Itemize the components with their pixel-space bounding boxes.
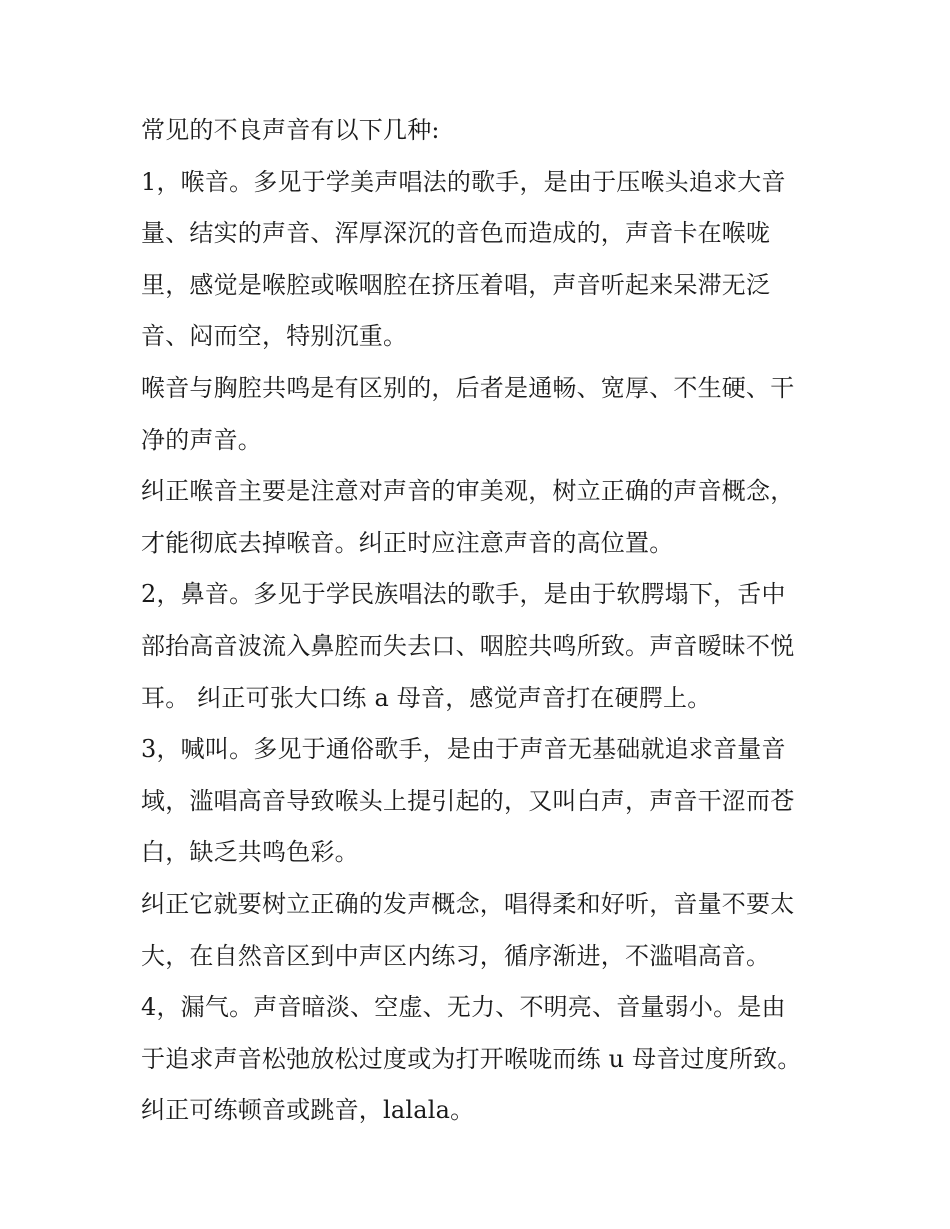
text-line-nasal-sound-1: 2，鼻音。多见于学民族唱法的歌手，是由于软腭塌下，舌中	[141, 580, 786, 609]
text-line-chest-resonance-1: 喉音与胸腔共鸣是有区别的，后者是通畅、宽厚、不生硬、干	[141, 373, 795, 402]
document-body	[141, 108, 821, 1140]
text-line-throat-sound-4: 音、闷而空，特别沉重。	[141, 322, 408, 351]
text-line-throat-sound-3: 里，感觉是喉腔或喉咽腔在挤压着唱，声音听起来呆滞无泛	[141, 270, 771, 299]
text-line-shouting-correction-2: 大，在自然音区到中声区内练习，循序渐进，不滥唱高音。	[141, 941, 771, 970]
text-line-air-leak-3: 纠正可练顿音或跳音，lalala。	[141, 1096, 475, 1125]
text-line-air-leak-1: 4，漏气。声音暗淡、空虚、无力、不明亮、音量弱小。是由	[141, 993, 786, 1022]
text-line-shouting-2: 域，滥唱高音导致喉头上提引起的，又叫白声，声音干涩而苍	[141, 786, 795, 815]
text-line-nasal-sound-3: 耳。 纠正可张大口练 a 母音，感觉声音打在硬腭上。	[141, 683, 712, 712]
text-line-air-leak-2: 于追求声音松弛放松过度或为打开喉咙而练 u 母音过度所致。	[141, 1044, 802, 1073]
text-line-throat-correction-2: 才能彻底去掉喉音。纠正时应注意声音的高位置。	[141, 528, 674, 557]
text-line-chest-resonance-2: 净的声音。	[141, 425, 262, 454]
text-line-nasal-sound-2: 部抬高音波流入鼻腔而失去口、咽腔共鸣所致。声音暧昧不悦	[141, 631, 795, 660]
text-line-throat-sound-1: 1，喉音。多见于学美声唱法的歌手，是由于压喉头追求大音	[141, 167, 786, 196]
text-line-throat-sound-2: 量、结实的声音、浑厚深沉的音色而造成的，声音卡在喉咙	[141, 219, 771, 248]
text-line-shouting-correction-1: 纠正它就要树立正确的发声概念，唱得柔和好听，音量不要太	[141, 889, 795, 918]
text-line-intro: 常见的不良声音有以下几种:	[141, 116, 440, 144]
text-line-shouting-1: 3，喊叫。多见于通俗歌手，是由于声音无基础就追求音量音	[141, 735, 786, 764]
text-line-shouting-3: 白，缺乏共鸣色彩。	[141, 838, 359, 867]
text-line-throat-correction-1: 纠正喉音主要是注意对声音的审美观，树立正确的声音概念，	[141, 477, 795, 506]
